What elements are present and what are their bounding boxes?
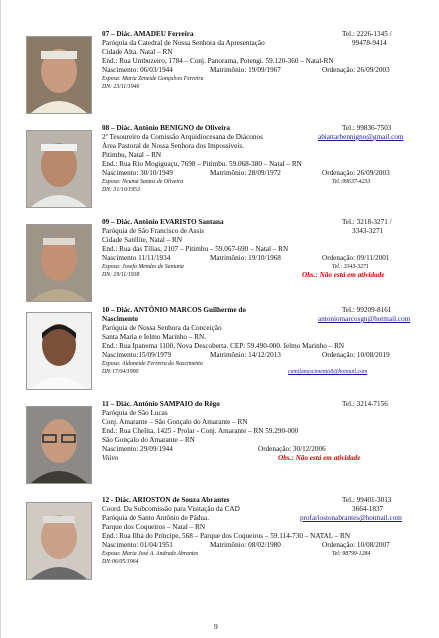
parish: Área Pastoral de Nossa Senhora dos Impossíveis. bbox=[102, 142, 244, 150]
city: São Gonçalo do Amarante – RN bbox=[102, 436, 195, 444]
marriage-date: Matrimônio: 28/09/1972 bbox=[210, 169, 281, 177]
birth-date: Nascimento: 30/10/1949 bbox=[102, 169, 173, 177]
deacon-entry-12 bbox=[18, 496, 418, 588]
page-edge bbox=[0, 0, 1, 638]
deacon-photo bbox=[26, 36, 92, 114]
spouse-phone: Tel.:99637-4233 bbox=[332, 179, 371, 185]
email-link[interactable]: antoniomarcosgn@hotmail.com bbox=[318, 315, 411, 323]
spouse-email-link[interactable]: camilanascimento8@hotmail.com bbox=[288, 369, 368, 375]
birth-date: Nascimento 11/11/1934 bbox=[102, 254, 171, 262]
email-link[interactable]: abiattarbennigno@gmail.com bbox=[318, 133, 404, 141]
spouse-birth: DN:06/05/1964 bbox=[102, 559, 139, 565]
location: Cidade Satélite, Natal – RN bbox=[102, 236, 183, 244]
phone: Tel.: 99836-7503 bbox=[342, 124, 392, 132]
deacon-entry-10 bbox=[18, 306, 418, 398]
spouse: Esposa: Maria Zeneide Gonçalves Ferreira bbox=[102, 76, 204, 82]
ordination-date: Ordenação: 30/12/2006 bbox=[258, 445, 326, 453]
deacon-photo bbox=[26, 312, 92, 390]
deacon-name: 09 – Diác. Antônio EVARISTO Santana bbox=[102, 218, 224, 226]
deacon-entry-08 bbox=[18, 124, 418, 216]
spouse-phone: Tel.: 3343-3271 bbox=[332, 264, 369, 270]
birth-date: Nascimento: 29/09/1944 bbox=[102, 445, 173, 453]
inactive-note: Obs.: Não está em atividade bbox=[278, 454, 361, 462]
deacon-entry-09 bbox=[18, 218, 418, 310]
phone: Tel.: 2226-1345 / bbox=[342, 30, 392, 38]
spouse: Esposa: Aldoneide Ferreira do Nascimento bbox=[102, 361, 203, 367]
ordination-date: Ordenação: 26/09/2003 bbox=[322, 66, 390, 74]
parish: Paróquia de Nossa Senhora da Conceição bbox=[102, 324, 222, 332]
birth-date: Nascimento: 06/03/1944 bbox=[102, 66, 173, 74]
deacon-photo bbox=[26, 224, 92, 302]
parish: Paróquia de Santo Antônio de Pádua. bbox=[102, 514, 209, 522]
marriage-date: Matrimônio: 19/10/1968 bbox=[210, 254, 281, 262]
deacon-name: 12 - Diác. ARIOSTON de Souza Abrantes bbox=[102, 496, 230, 504]
parish: Paróquia da Catedral de Nossa Senhora da Apresentação bbox=[102, 39, 265, 47]
deacon-photo bbox=[26, 130, 92, 208]
address: End.: Rua Chelita, 1425 - Prolar - Conj. Amarante – RN 59.290-000 bbox=[102, 427, 299, 435]
widower-note: Viúvo bbox=[102, 454, 119, 462]
deacon-name-cont: Nascimento bbox=[102, 315, 138, 323]
phone-2: 3664-1837 bbox=[352, 505, 384, 513]
ordination-date: Ordenação: 10/08/2007 bbox=[322, 541, 390, 549]
inactive-note: Obs.: Não está em atividade bbox=[302, 271, 385, 279]
address: End.: Rua Umbuzeiro, 1784 – Conj. Panorama, Potengi. 59.120-360 – Natal-RN bbox=[102, 57, 334, 65]
ordination-date: Ordenação: 10/08/2019 bbox=[322, 351, 390, 359]
page-number: 9 bbox=[214, 622, 218, 631]
deacon-entry-11 bbox=[18, 400, 418, 492]
deacon-name: 07 – Diác. AMADEU Ferreira bbox=[102, 30, 194, 38]
location: Cidade Alta. Natal – RN bbox=[102, 48, 173, 56]
birth-date: Nascimento:15/09/1979 bbox=[102, 351, 172, 359]
phone-2: 99478-9414 bbox=[352, 39, 387, 47]
address: End.: Rua Ilha do Príncipe, 568 – Parque dos Coqueiros – 59.114-730 – NATAL – RN bbox=[102, 532, 351, 540]
deacon-name: 10 – Diác. ANTÔNIO MARCOS Guilherme do bbox=[102, 306, 246, 314]
deacon-name: 08 – Diác. Antônio BENIGNO de Oliveira bbox=[102, 124, 230, 132]
role: Coord. Da Subcomissão para Visitação da CAD bbox=[102, 505, 240, 513]
spouse-birth: DN:17/04/1990 bbox=[102, 369, 139, 375]
marriage-date: Matrimônio: 19/09/1967 bbox=[210, 66, 281, 74]
ordination-date: Ordenação: 09/11/2001 bbox=[322, 254, 390, 262]
email-link[interactable]: profarìostonabrantes@hotmail.com bbox=[300, 514, 402, 522]
address: End.: Rua Rio Mogiguaçu, 7698 – Pitimbu. 59.068-380 – Natal – RN bbox=[102, 160, 302, 168]
marriage-date: Matrimônio: 14/12/2013 bbox=[210, 351, 281, 359]
address: End.: Rua Ipanema 1100, Nova Descoberta. CEP: 59.490-000. Ielmo Marinho – RN bbox=[102, 342, 345, 350]
phone: Tel.: 3214-7156 bbox=[342, 400, 388, 408]
spouse: Esposa: Maria José A. Andrade Abrantes bbox=[102, 551, 199, 557]
phone-2: 3343-3271 bbox=[352, 227, 384, 235]
deacon-photo bbox=[26, 406, 92, 484]
spouse-birth: DN: 29/11/1938 bbox=[102, 272, 140, 278]
phone: Tel.: 3218-3271 / bbox=[342, 218, 392, 226]
spouse-birth: DN: 31/10/1953 bbox=[102, 187, 140, 193]
address: End.: Rua das Tílias, 2107 – Pitimbu – 59.067-690 – Natal – RN bbox=[102, 245, 289, 253]
location: Parque dos Coqueiros – Natal – RN bbox=[102, 523, 206, 531]
spouse: Esposa: Neuma Santos de Oliveira bbox=[102, 179, 184, 185]
role: 2º Tesoureiro da Comissão Arquidiocesana de Diáconos bbox=[102, 133, 263, 141]
deacon-name: 11 – Diác. Antônio SAMPAIO do Rêgo bbox=[102, 400, 220, 408]
location: Pitimbu, Natal – RN bbox=[102, 151, 162, 159]
deacon-entry-07 bbox=[18, 30, 418, 122]
parish: Paróquia de São Francisco de Assis bbox=[102, 227, 205, 235]
ordination-date: Ordenação: 26/09/2003 bbox=[322, 169, 390, 177]
parish: Paróquia de São Lucas bbox=[102, 409, 168, 417]
marriage-date: Matrimônio: 08/02/1980 bbox=[210, 541, 281, 549]
deacon-photo bbox=[26, 502, 92, 580]
phone: Tel.: 99401-3013 bbox=[342, 496, 392, 504]
spouse-birth: DN: 23/11/1946 bbox=[102, 84, 140, 90]
phone: Tel.: 99209-8161 bbox=[342, 306, 392, 314]
location: Santa Maria e Ielmo Marinho – RN. bbox=[102, 333, 206, 341]
spouse: Esposa: Josefa Mendes de Santana bbox=[102, 264, 184, 270]
location: Conj. Amarante – São Gonçalo do Amarante – RN bbox=[102, 418, 248, 426]
spouse-phone: Tel: 98799-1284 bbox=[332, 551, 371, 557]
birth-date: Nascimento: 01/04/1951 bbox=[102, 541, 173, 549]
